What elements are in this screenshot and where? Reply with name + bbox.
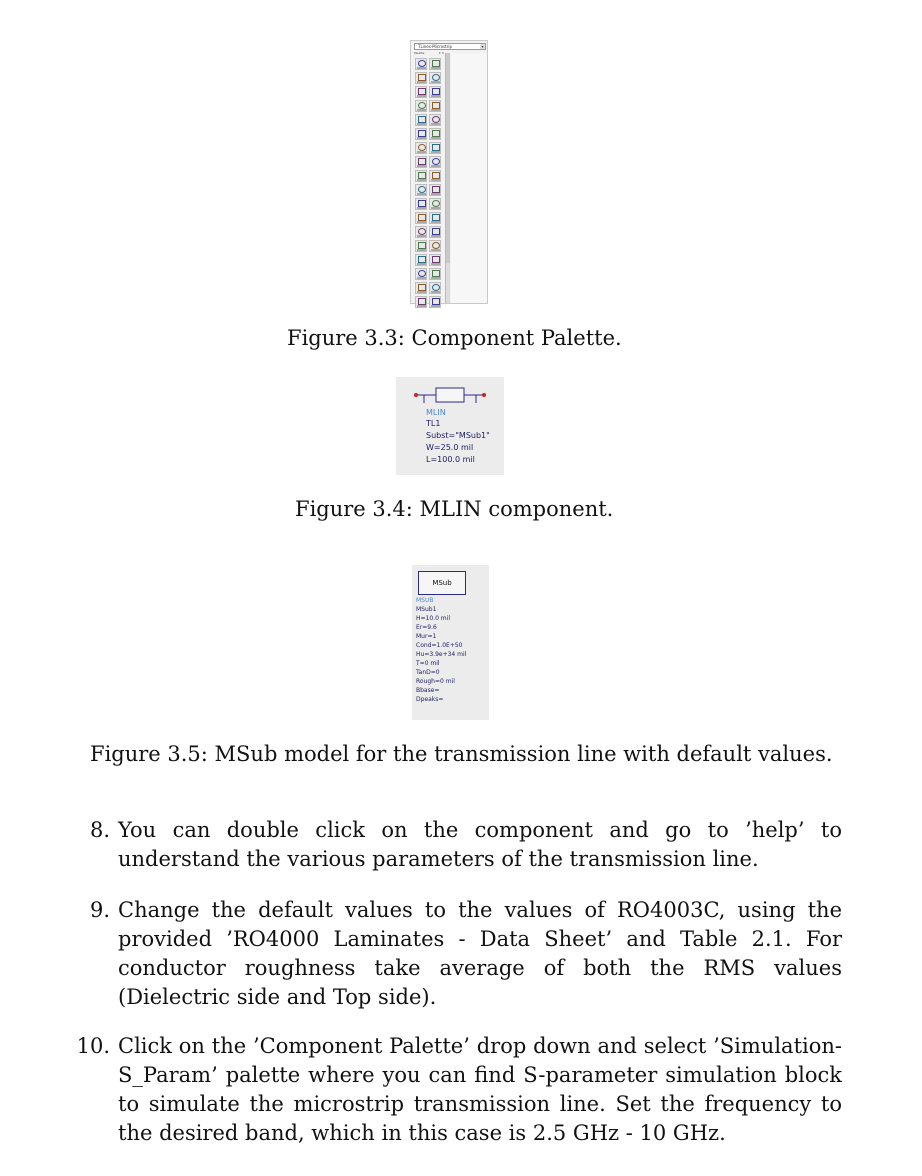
palette-component-icon[interactable]: [415, 198, 427, 210]
palette-component-icon[interactable]: [415, 100, 427, 112]
component-glyph-icon: [418, 74, 426, 81]
palette-component-icon[interactable]: [415, 212, 427, 224]
palette-component-icon[interactable]: [429, 296, 441, 308]
mlin-instance: TL1: [426, 419, 441, 428]
palette-component-icon[interactable]: [429, 282, 441, 294]
component-label-mark: [417, 207, 426, 209]
palette-component-icon[interactable]: [415, 226, 427, 238]
list-item: [72, 1032, 850, 1150]
component-label-mark: [417, 123, 426, 125]
component-label-mark: [431, 193, 440, 195]
component-glyph-icon: [432, 228, 440, 235]
list-item-text: You can double click on the component and go to ’help’ to understand the various parameters of the transmission line.: [118, 818, 842, 871]
palette-component-icon[interactable]: [415, 268, 427, 280]
component-label-mark: [417, 151, 426, 153]
palette-component-icon[interactable]: [415, 58, 427, 70]
component-label-mark: [417, 263, 426, 265]
component-label-mark: [417, 305, 426, 307]
palette-component-icon[interactable]: [429, 226, 441, 238]
component-palette-image: [410, 40, 488, 304]
msub-tand: TanD=0: [416, 669, 440, 676]
component-label-mark: [417, 235, 426, 237]
list-item-number: 9.: [89, 898, 110, 922]
component-label-mark: [431, 277, 440, 279]
component-glyph-icon: [432, 116, 440, 123]
palette-side-area: [451, 53, 487, 303]
palette-component-icon[interactable]: [429, 240, 441, 252]
component-label-mark: [417, 277, 426, 279]
palette-component-icon[interactable]: [429, 100, 441, 112]
component-glyph-icon: [432, 200, 440, 207]
component-label-mark: [417, 137, 426, 139]
palette-scrollbar-thumb[interactable]: [446, 53, 450, 263]
figure-3-5-caption: Figure 3.5: MSub model for the transmission line with default values.: [90, 742, 833, 766]
palette-component-icon[interactable]: [429, 212, 441, 224]
component-label-mark: [431, 109, 440, 111]
palette-component-icon[interactable]: [415, 240, 427, 252]
component-glyph-icon: [432, 88, 440, 95]
component-label-mark: [431, 165, 440, 167]
component-label-mark: [417, 221, 426, 223]
mlin-port-right: [482, 393, 486, 397]
palette-component-icon[interactable]: [415, 142, 427, 154]
msub-component-image: [412, 565, 489, 720]
component-label-mark: [431, 207, 440, 209]
component-glyph-icon: [432, 130, 440, 137]
msub-h: H=10.0 mil: [416, 615, 450, 622]
component-glyph-icon: [432, 214, 440, 221]
component-label-mark: [417, 193, 426, 195]
palette-component-icon[interactable]: [429, 72, 441, 84]
list-item: [72, 816, 850, 876]
component-label-mark: [417, 165, 426, 167]
palette-component-icon[interactable]: [415, 296, 427, 308]
list-item-text: Click on the ’Component Palette’ drop down and select ’Simulation-S_Param’ palette where you can find S-parameter simulation block to simulate the microstrip transmission line. Set the frequency to the desired band, which in this case is 2.5 GHz - 10 GHz.: [118, 1034, 842, 1145]
figure-3-3-caption: Figure 3.3: Component Palette.: [287, 326, 622, 350]
msub-instance: MSub1: [416, 606, 437, 613]
component-glyph-icon: [432, 144, 440, 151]
component-glyph-icon: [432, 256, 440, 263]
component-glyph-icon: [418, 172, 426, 179]
palette-scrollbar[interactable]: [445, 53, 450, 303]
component-glyph-icon: [418, 214, 426, 221]
component-label-mark: [431, 151, 440, 153]
component-label-mark: [431, 221, 440, 223]
component-glyph-icon: [418, 144, 426, 151]
palette-component-icon[interactable]: [429, 128, 441, 140]
component-label-mark: [431, 179, 440, 181]
component-glyph-icon: [432, 270, 440, 277]
palette-component-icon[interactable]: [429, 254, 441, 266]
component-glyph-icon: [418, 186, 426, 193]
mlin-width: W=25.0 mil: [426, 443, 474, 452]
component-label-mark: [431, 123, 440, 125]
component-label-mark: [417, 179, 426, 181]
component-glyph-icon: [418, 102, 426, 109]
component-glyph-icon: [418, 228, 426, 235]
component-label-mark: [417, 109, 426, 111]
mlin-type: MLIN: [426, 408, 446, 417]
msub-t: T=0 mil: [416, 660, 440, 667]
component-glyph-icon: [418, 60, 426, 67]
palette-component-icon[interactable]: [429, 198, 441, 210]
component-glyph-icon: [432, 242, 440, 249]
component-label-mark: [431, 305, 440, 307]
msub-box: MSub: [418, 571, 466, 595]
component-label-mark: [431, 235, 440, 237]
component-glyph-icon: [418, 158, 426, 165]
palette-dropdown-value: TLines-Microstrip: [418, 44, 453, 49]
component-label-mark: [417, 81, 426, 83]
list-item-number: 8.: [89, 818, 110, 842]
component-label-mark: [431, 249, 440, 251]
component-glyph-icon: [432, 172, 440, 179]
component-glyph-icon: [432, 284, 440, 291]
msub-type: MSUB: [416, 597, 434, 604]
list-item: [72, 896, 850, 1014]
chevron-down-icon: ▾: [481, 44, 484, 49]
component-label-mark: [431, 95, 440, 97]
palette-component-icon[interactable]: [429, 156, 441, 168]
component-glyph-icon: [418, 200, 426, 207]
mlin-length: L=100.0 mil: [426, 455, 475, 464]
component-glyph-icon: [418, 116, 426, 123]
palette-window-controls: ▾ ✕: [439, 51, 444, 55]
palette-component-icon[interactable]: [429, 86, 441, 98]
component-label-mark: [417, 67, 426, 69]
palette-component-icon[interactable]: [415, 114, 427, 126]
component-glyph-icon: [432, 158, 440, 165]
mlin-component-image: [396, 377, 504, 475]
msub-er: Er=9.6: [416, 624, 437, 631]
list-item-number: 10.: [76, 1034, 110, 1058]
component-label-mark: [431, 137, 440, 139]
palette-dropdown[interactable]: [414, 43, 486, 50]
mlin-body: [436, 388, 464, 402]
palette-component-icon[interactable]: [429, 268, 441, 280]
palette-component-icon[interactable]: [429, 142, 441, 154]
component-glyph-icon: [432, 74, 440, 81]
palette-component-icon[interactable]: [429, 170, 441, 182]
msub-hu: Hu=3.9e+34 mil: [416, 651, 467, 658]
component-label-mark: [417, 249, 426, 251]
component-label-mark: [431, 81, 440, 83]
palette-icon-grid: [414, 57, 442, 309]
component-glyph-icon: [418, 130, 426, 137]
component-label-mark: [431, 67, 440, 69]
palette-component-icon[interactable]: [429, 184, 441, 196]
component-glyph-icon: [432, 60, 440, 67]
msub-dpeaks: Dpeaks=: [416, 696, 444, 703]
palette-component-icon[interactable]: [415, 86, 427, 98]
list-item-text: Change the default values to the values of RO4003C, using the provided ’RO4000 Laminates - Data Sheet’ and Table 2.1. For conductor roughness take average of both the RMS values (Dielectric side and Top side).: [118, 898, 842, 1009]
palette-component-icon[interactable]: [415, 156, 427, 168]
component-label-mark: [417, 95, 426, 97]
palette-component-icon[interactable]: [415, 128, 427, 140]
palette-component-icon[interactable]: [415, 184, 427, 196]
component-label-mark: [431, 291, 440, 293]
component-label-mark: [417, 291, 426, 293]
component-glyph-icon: [432, 102, 440, 109]
palette-header: Palette: [414, 51, 425, 55]
msub-cond: Cond=1.0E+50: [416, 642, 463, 649]
msub-rough: Rough=0 mil: [416, 678, 455, 685]
mlin-subst: Subst="MSub1": [426, 431, 490, 440]
component-glyph-icon: [418, 270, 426, 277]
palette-component-icon[interactable]: [429, 114, 441, 126]
component-glyph-icon: [432, 186, 440, 193]
component-glyph-icon: [418, 242, 426, 249]
component-glyph-icon: [418, 298, 426, 305]
palette-component-icon[interactable]: [415, 282, 427, 294]
component-glyph-icon: [418, 284, 426, 291]
component-glyph-icon: [432, 298, 440, 305]
figure-3-4-caption: Figure 3.4: MLIN component.: [295, 497, 614, 521]
palette-component-icon[interactable]: [415, 170, 427, 182]
component-glyph-icon: [418, 88, 426, 95]
palette-component-icon[interactable]: [429, 58, 441, 70]
msub-bbase: Bbase=: [416, 687, 440, 694]
component-glyph-icon: [418, 256, 426, 263]
mlin-port-left: [414, 393, 418, 397]
palette-component-icon[interactable]: [415, 254, 427, 266]
msub-mur: Mur=1: [416, 633, 437, 640]
palette-component-icon[interactable]: [415, 72, 427, 84]
component-label-mark: [431, 263, 440, 265]
